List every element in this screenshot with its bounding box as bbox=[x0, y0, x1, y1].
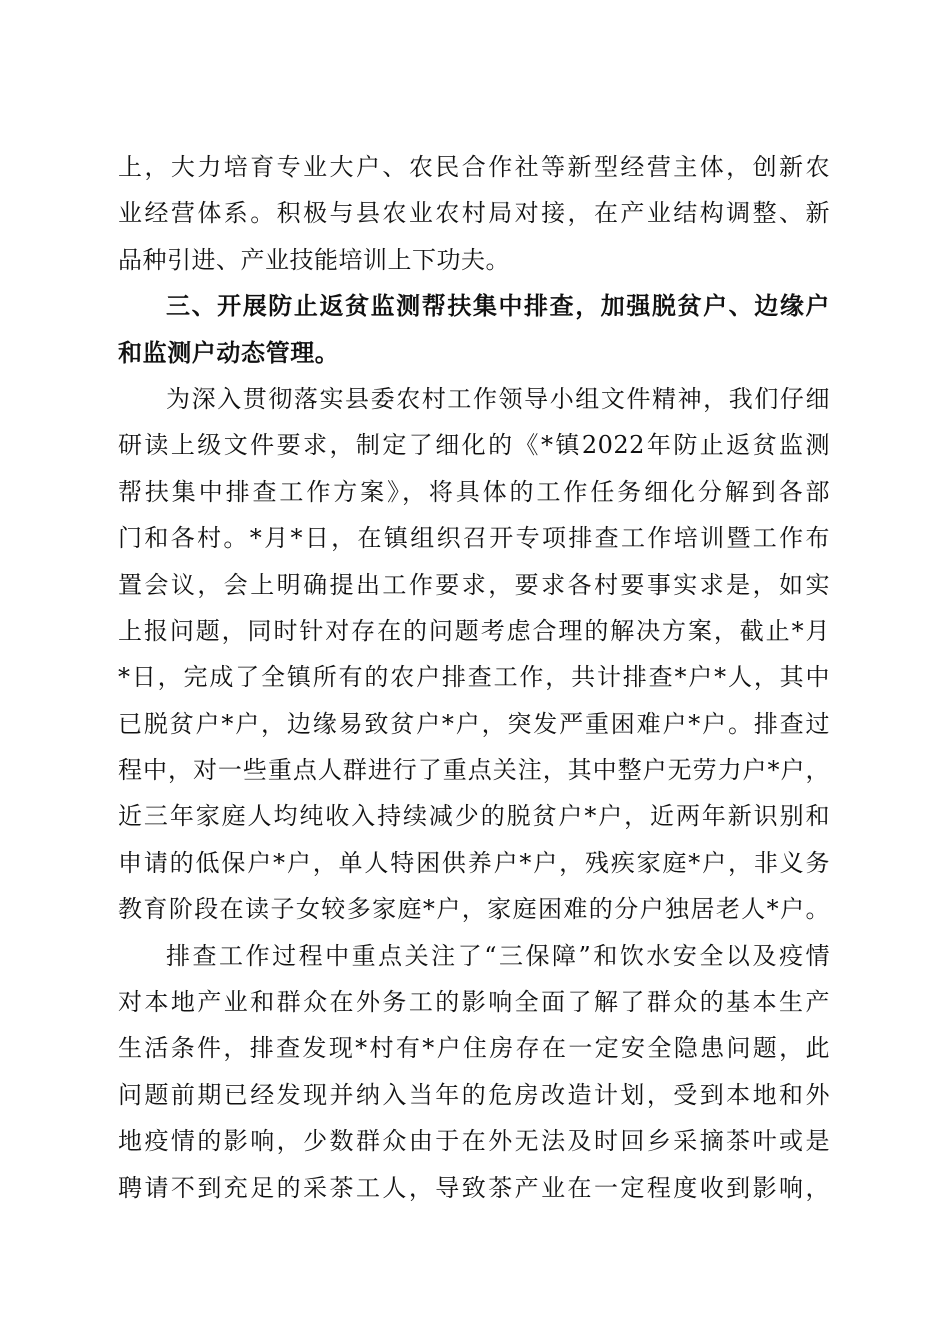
text-line: 品种引进、产业技能培训上下功夫。 bbox=[118, 245, 510, 274]
text-line: 申请的低保户*户，单人特困供养户*户，残疾家庭*户，非义务 bbox=[118, 848, 830, 877]
text-line: 程中，对一些重点人群进行了重点关注，其中整户无劳力户*户， bbox=[118, 756, 830, 785]
text-line: 地疫情的影响，少数群众由于在外无法及时回乡采摘茶叶或是 bbox=[118, 1127, 830, 1156]
text-line: 门和各村。*月*日，在镇组织召开专项排查工作培训暨工作布 bbox=[118, 524, 830, 553]
paragraph-first-line: 排查工作过程中重点关注了“三保障”和饮水安全以及疫情 bbox=[166, 941, 830, 970]
text-line: 业经营体系。积极与县农业农村局对接，在产业结构调整、新 bbox=[118, 199, 830, 228]
text-line: 问题前期已经发现并纳入当年的危房改造计划，受到本地和外 bbox=[118, 1080, 830, 1109]
text-line: 已脱贫户*户，边缘易致贫户*户，突发严重困难户*户。排查过 bbox=[118, 709, 830, 738]
text-line: *日，完成了全镇所有的农户排查工作，共计排查*户*人，其中 bbox=[118, 663, 830, 692]
text-line: 对本地产业和群众在外务工的影响全面了解了群众的基本生产 bbox=[118, 988, 830, 1017]
text-line: 置会议，会上明确提出工作要求，要求各村要事实求是，如实 bbox=[118, 570, 830, 599]
text-line: 上，大力培育专业大户、农民合作社等新型经营主体，创新农 bbox=[118, 153, 830, 181]
text-line: 生活条件，排查发现*村有*户住房存在一定安全隐患问题，此 bbox=[118, 1034, 830, 1063]
section-heading-line: 和监测户动态管理。 bbox=[118, 338, 340, 367]
text-line: 聘请不到充足的采茶工人，导致茶产业在一定程度收到影响， bbox=[118, 1173, 830, 1202]
document-body bbox=[118, 144, 830, 1211]
section-heading-line: 三、开展防止返贫监测帮扶集中排查，加强脱贫户、边缘户 bbox=[166, 292, 830, 321]
paragraph-first-line: 为深入贯彻落实县委农村工作领导小组文件精神，我们仔细 bbox=[166, 384, 830, 413]
text-line: 近三年家庭人均纯收入持续减少的脱贫户*户，近两年新识别和 bbox=[118, 802, 830, 831]
text-line: 帮扶集中排查工作方案》，将具体的工作任务细化分解到各部 bbox=[118, 477, 830, 506]
text-line: 上报问题，同时针对存在的问题考虑合理的解决方案，截止*月 bbox=[118, 616, 830, 645]
text-line: 教育阶段在读子女较多家庭*户，家庭困难的分户独居老人*户。 bbox=[118, 895, 830, 924]
text-line: 研读上级文件要求，制定了细化的《*镇2022年防止返贫监测 bbox=[118, 431, 830, 460]
